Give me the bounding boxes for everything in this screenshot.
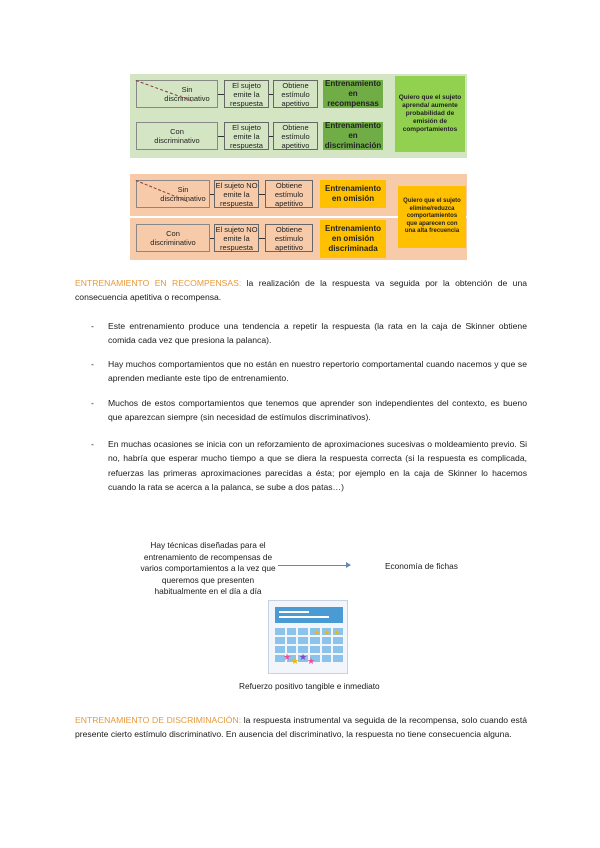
star-sticker-icon: ★ [307,656,316,666]
smiley-sticker-icon: ● [324,627,330,637]
reward-training-definition: ENTRENAMIENTO EN RECOMPENSAS: la realización de la respuesta va seguida por la obtención de una consecuencia apetitiva o recompensa. [75,278,527,302]
technique-note: Hay técnicas diseñadas para el entrenamiento de recompensas de varios comportamientos a la vez que queremos que presenten habitualmente en el día a día [140,540,276,597]
calendar-header-line [279,611,309,613]
response-box: El sujeto emite la respuesta [224,80,269,108]
response-box: El sujeto NO emite la respuesta [215,224,258,252]
stimulus-box: Obtiene estímulo apetitivo [265,180,313,208]
star-sticker-icon: ★ [283,652,292,662]
goal-note: Quiero que el sujeto elimine/reduzca comportamientos que aparecen con una alta frecuencia [398,186,466,248]
stimulus-box: Obtiene estímulo apetitivo [273,122,318,150]
diagram-reward-training [130,72,467,160]
bullet-mark: - [91,398,94,408]
discrimination-training-definition: ENTRENAMIENTO DE DISCRIMINACIÓN: la respuesta instrumental va seguida de la recompensa, solo cuando está presente cierto estímulo discriminativo. En ausencia del discriminativo, la respuesta no tiene consecuencia alguna. [75,715,527,739]
bullet-mark: - [91,321,94,331]
calendar-header [275,607,343,623]
goal-note: Quiero que el sujeto aprenda/ aumente probabilidad de emisión de comportamientos [395,76,465,152]
discriminative-box: Sin discriminativo [136,80,218,108]
calendar-icon [268,600,348,674]
arrow-icon [278,565,350,566]
bullet-mark: - [91,359,94,369]
stimulus-box: Obtiene estímulo apetitivo [273,80,318,108]
token-economy-label: Economía de fichas [385,561,458,571]
diagram-omission-training [130,172,467,264]
discriminative-box: Sin discriminativo [136,180,210,208]
training-type-label: Entrenamiento en omisión discriminada [320,220,386,258]
response-box: El sujeto NO emite la respuesta [215,180,258,208]
list-item: Muchos de estos comportamientos que tenemos que aprender son independientes del contexto, es bueno que aparezcan siempre (sin necesidad de estímulos discriminativos). [108,398,527,423]
training-type-label: Entrenamiento en omisión [320,180,386,208]
list-item: Este entrenamiento produce una tendencia a repetir la respuesta (la rata en la caja de Skinner obtiene comida cada vez que presiona la palanca). [108,321,527,346]
training-type-label: Entrenamiento en discriminación [324,121,382,150]
star-sticker-icon: ★ [299,652,308,662]
discriminative-box: Con discriminativo [136,224,210,252]
discriminative-box: Con discriminativo [136,122,218,150]
list-item: Hay muchos comportamientos que no están en nuestro repertorio comportamental cuando nacemos y que se aprenden mediante este tipo de entrenamiento. [108,359,527,384]
list-item: En muchas ocasiones se inicia con un reforzamiento de aproximaciones sucesivas o moldeamiento previo. Si no, habría que esperar mucho tiempo a que se diera la respuesta correcta (si la respuesta es complicada, refuerzas las primeras aproximaciones parecidas a ésta; por ejemplo en la caja de Skinner lo hacemos cuando la rata se acerca a la palanca, se sube a dos patas…) [108,439,527,493]
training-type-label: Entrenamiento en recompensas [324,79,381,108]
image-caption: Refuerzo positivo tangible e inmediato [239,681,380,691]
section-heading: ENTRENAMIENTO EN RECOMPENSAS: [75,278,242,288]
stimulus-box: Obtiene estímulo apetitivo [265,224,313,252]
smiley-sticker-icon: ● [334,627,340,637]
calendar-header-line [279,616,329,618]
star-sticker-icon: ★ [291,656,300,666]
smiley-sticker-icon: ● [314,627,320,637]
response-box: El sujeto emite la respuesta [224,122,269,150]
bullet-mark: - [91,439,94,449]
section-heading: ENTRENAMIENTO DE DISCRIMINACIÓN: [75,715,242,725]
